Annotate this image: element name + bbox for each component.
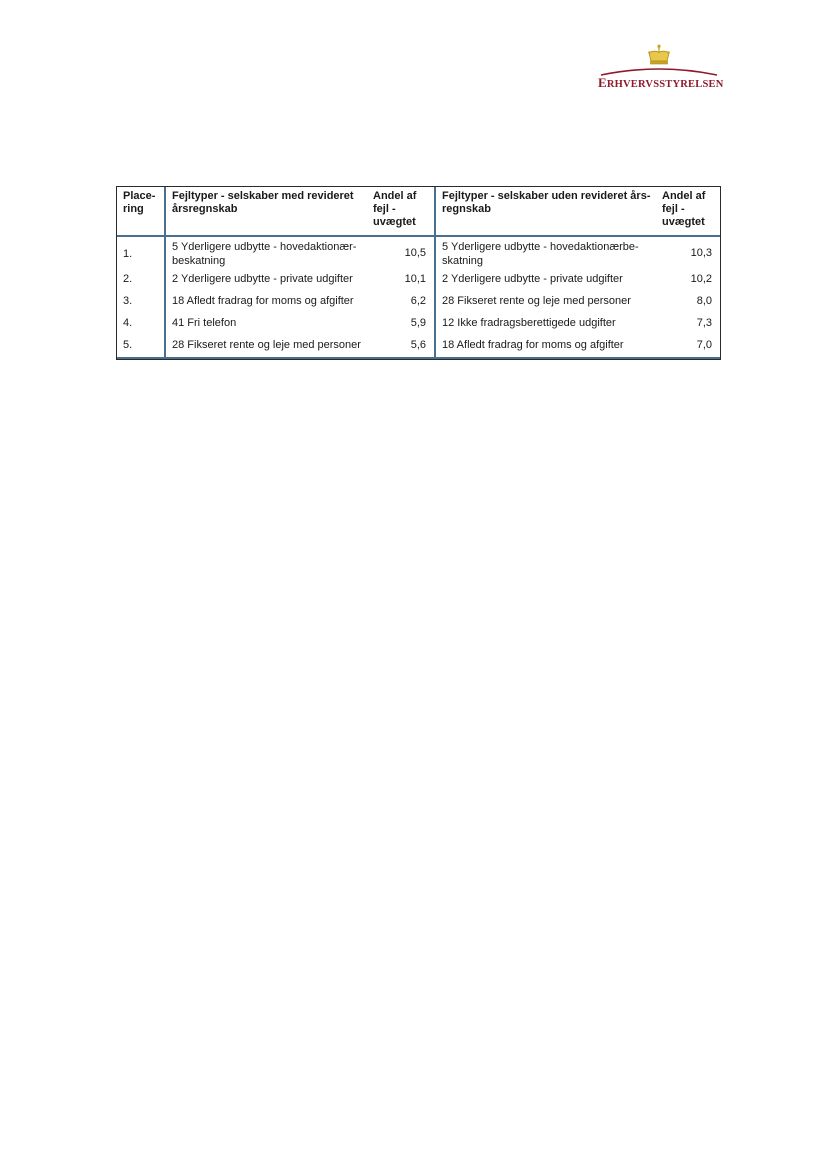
erhvervsstyrelsen-logo [598, 44, 724, 90]
table-row [117, 269, 720, 291]
row-type-revideret: 5 Yderligere udbytte - hovedaktionær-beskatning [165, 236, 367, 269]
row-place: 1. [123, 248, 133, 260]
row-andel-urevideret: 7,3 [696, 317, 712, 329]
row-type-revideret: 41 Fri telefon [165, 313, 367, 335]
table-row [117, 291, 720, 313]
row-place: 5. [123, 339, 133, 351]
header-andel-urevideret: Andel af fejl - uvægtet [656, 187, 720, 236]
row-place: 3. [123, 295, 133, 307]
row-andel-revideret: 5,6 [410, 339, 426, 351]
row-andel-revideret: 10,5 [404, 247, 426, 259]
error-types-table [116, 186, 721, 360]
table-row [117, 236, 720, 269]
row-type-urevideret: 12 Ikke fradragsberettigede udgifter [435, 313, 656, 335]
row-andel-urevideret: 7,0 [696, 339, 712, 351]
row-place: 2. [123, 273, 133, 285]
table-row [117, 313, 720, 335]
row-andel-revideret: 10,1 [404, 273, 426, 285]
header-andel-revideret: Andel af fejl - uvægtet [367, 187, 435, 236]
header-type-urevideret: Fejltyper - selskaber uden revideret års-regnskab [435, 187, 656, 236]
row-type-urevideret: 2 Yderligere udbytte - private udgifter [435, 269, 656, 291]
table-bottom-rule [117, 357, 720, 359]
row-andel-revideret: 6,2 [410, 295, 426, 307]
header-placering-text: Place- ring [123, 190, 156, 215]
logo-wordmark [598, 75, 724, 91]
row-andel-revideret: 5,9 [410, 317, 426, 329]
row-type-urevideret: 5 Yderligere udbytte - hovedaktionærbe-skatning [435, 236, 656, 269]
row-place: 4. [123, 317, 133, 329]
crown-icon [647, 44, 671, 66]
row-type-revideret: 2 Yderligere udbytte - private udgifter [165, 269, 367, 291]
row-andel-urevideret: 10,3 [690, 247, 712, 259]
table-header-row [117, 187, 720, 236]
row-andel-urevideret: 10,2 [690, 273, 712, 285]
logo-initial: E [598, 75, 607, 90]
header-type-revideret: Fejltyper - selskaber med revideret årsregnskab [165, 187, 367, 236]
header-placering [117, 187, 165, 236]
table-row [117, 335, 720, 357]
row-type-revideret: 18 Afledt fradrag for moms og afgifter [165, 291, 367, 313]
row-type-revideret: 28 Fikseret rente og leje med personer [165, 335, 367, 357]
row-type-urevideret: 18 Afledt fradrag for moms og afgifter [435, 335, 656, 357]
row-type-urevideret: 28 Fikseret rente og leje med personer [435, 291, 656, 313]
row-andel-urevideret: 8,0 [696, 295, 712, 307]
logo-name-rest: RHVERVSSTYRELSEN [606, 79, 724, 90]
